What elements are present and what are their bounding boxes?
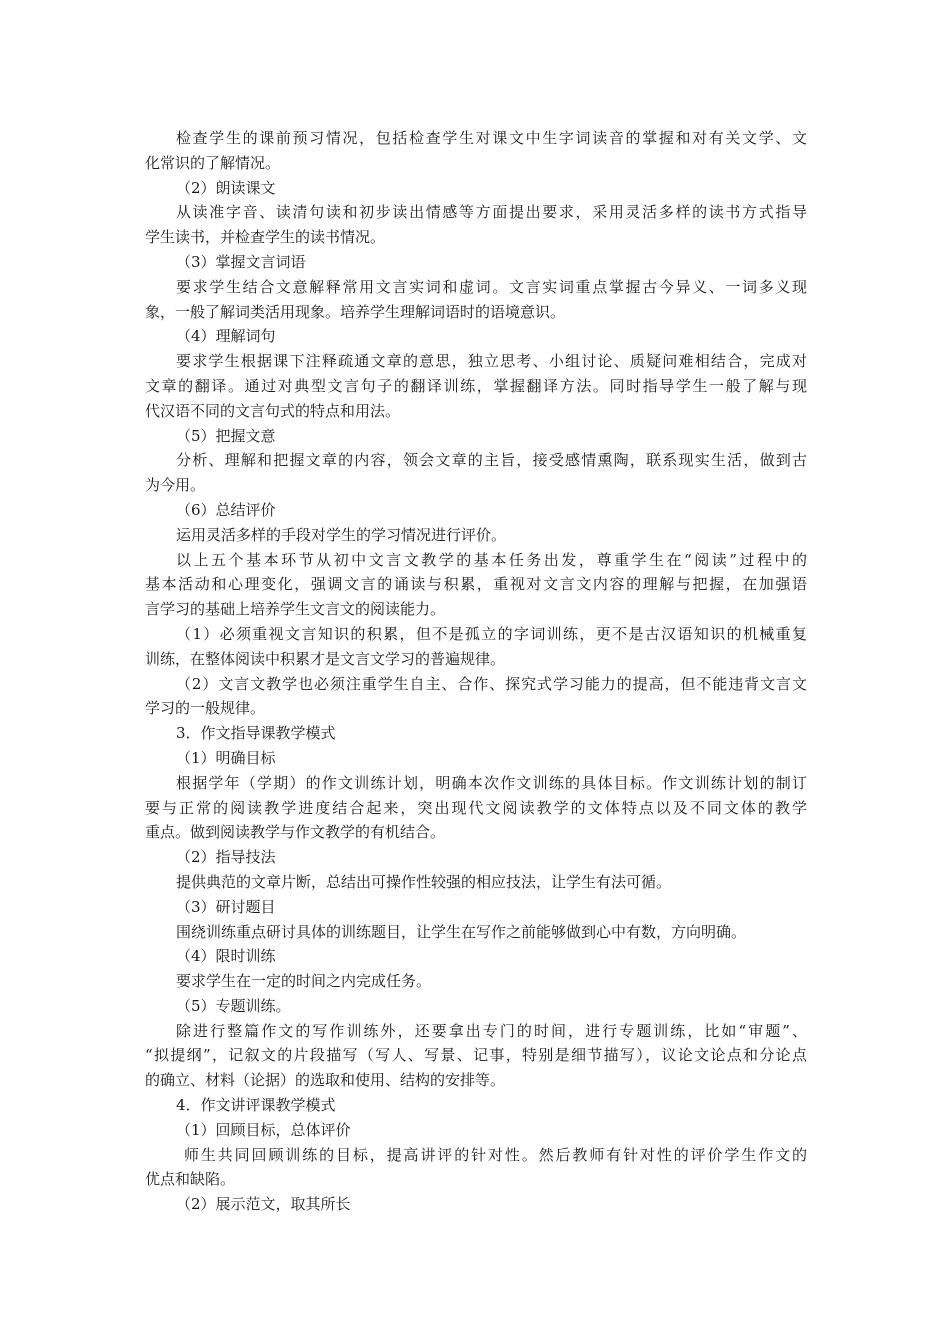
text-line: （2）文言文教学也必须注重学生自主、合作、探究式学习能力的提高，但不能违背文言文 xyxy=(176,674,807,693)
text-line: （5）专题训练。 xyxy=(176,996,291,1015)
text-line: （3）掌握文言词语 xyxy=(176,252,306,271)
text-line: 从读准字音、读清句读和初步读出情感等方面提出要求，采用灵活多样的读书方式指导 xyxy=(176,203,807,222)
text-line: 要求学生根据课下注释疏通文章的意思，独立思考、小组讨论、质疑问难相结合，完成对 xyxy=(176,352,807,371)
text-line: （5）把握文意 xyxy=(176,426,276,445)
text-line: 检查学生的课前预习情况，包括检查学生对课文中生字词读音的掌握和对有关文学、文 xyxy=(176,129,807,147)
text-line: （4）理解词句 xyxy=(176,327,276,346)
text-line: 学生读书，并检查学生的读书情况。 xyxy=(145,228,386,247)
text-line: “拟提纲”，记叙文的片段描写（写人、写景、记事，特别是细节描写），议论文论点和分论点 xyxy=(145,1046,807,1065)
text-line: （6）总结评价 xyxy=(176,500,276,519)
text-line: 重点。做到阅读教学与作文教学的有机结合。 xyxy=(145,823,446,842)
text-line: 3．作文指导课教学模式 xyxy=(176,724,336,743)
text-line: 要求学生在一定的时间之内完成任务。 xyxy=(176,972,432,991)
text-line: （4）限时训练 xyxy=(176,947,276,966)
text-line: 文章的翻译。通过对典型文言句子的翻译训练，掌握翻译方法。同时指导学生一般了解与现 xyxy=(145,376,807,395)
text-line: 运用灵活多样的手段对学生的学习情况进行评价。 xyxy=(176,525,507,544)
text-line: 基本活动和心理变化，强调文言的诵读与积累，重视对文言文内容的理解与把握，在加强语 xyxy=(145,575,807,594)
text-line: 学习的一般规律。 xyxy=(145,699,266,718)
text-line: 代汉语不同的文言句式的特点和用法。 xyxy=(145,401,401,420)
text-line: （3）研讨题目 xyxy=(176,897,276,916)
text-line: （2）朗读课文 xyxy=(176,178,276,197)
text-line: 象，一般了解词类活用现象。培养学生理解词语时的语境意识。 xyxy=(145,302,566,321)
text-line: （1）回顾目标，总体评价 xyxy=(176,1120,351,1139)
text-line: 除进行整篇作文的写作训练外，还要拿出专门的时间，进行专题训练，比如“审题”、 xyxy=(176,1021,807,1040)
text-line: （1）明确目标 xyxy=(176,748,276,767)
text-line: 训练，在整体阅读中积累才是文言文学习的普遍规律。 xyxy=(145,649,506,668)
text-line: 化常识的了解情况。 xyxy=(145,153,281,172)
text-line: 提供典范的文章片断，总结出可操作性较强的相应技法，让学生有法可循。 xyxy=(176,872,672,891)
document-page xyxy=(145,126,807,1217)
text-line: 要求学生结合文意解释常用文言实词和虚词。文言实词重点掌握古今异义、一词多义现 xyxy=(176,277,807,296)
text-line: （2）展示范文，取其所长 xyxy=(176,1195,351,1214)
text-line: 以上五个基本环节从初中文言文教学的基本任务出发，尊重学生在“阅读”过程中的 xyxy=(176,550,807,569)
text-line: 优点和缺陷。 xyxy=(145,1170,236,1189)
text-line: （2）指导技法 xyxy=(176,848,276,867)
text-line: 言学习的基础上培养学生文言文的阅读能力。 xyxy=(145,600,446,619)
text-line: 师生共同回顾训练的目标，提高讲评的针对性。然后教师有针对性的评价学生作文的 xyxy=(184,1145,807,1164)
text-line: （1）必须重视文言知识的积累，但不是孤立的字词训练，更不是古汉语知识的机械重复 xyxy=(176,624,807,643)
text-line: 分析、理解和把握文章的内容，领会文章的主旨，接受感情熏陶，联系现实生活，做到古 xyxy=(176,451,807,470)
text-line: 为今用。 xyxy=(145,476,206,495)
text-line: 根据学年（学期）的作文训练计划，明确本次作文训练的具体目标。作文训练计划的制订 xyxy=(176,773,807,792)
text-line: 的确立、材料（论据）的选取和使用、结构的安排等。 xyxy=(145,1071,506,1090)
text-line: 围绕训练重点研讨具体的训练题目，让学生在写作之前能够做到心中有数，方向明确。 xyxy=(176,922,747,941)
text-line: 要与正常的阅读教学进度结合起来，突出现代文阅读教学的文体特点以及不同文体的教学 xyxy=(145,798,807,817)
text-line: 4．作文讲评课教学模式 xyxy=(176,1096,336,1115)
